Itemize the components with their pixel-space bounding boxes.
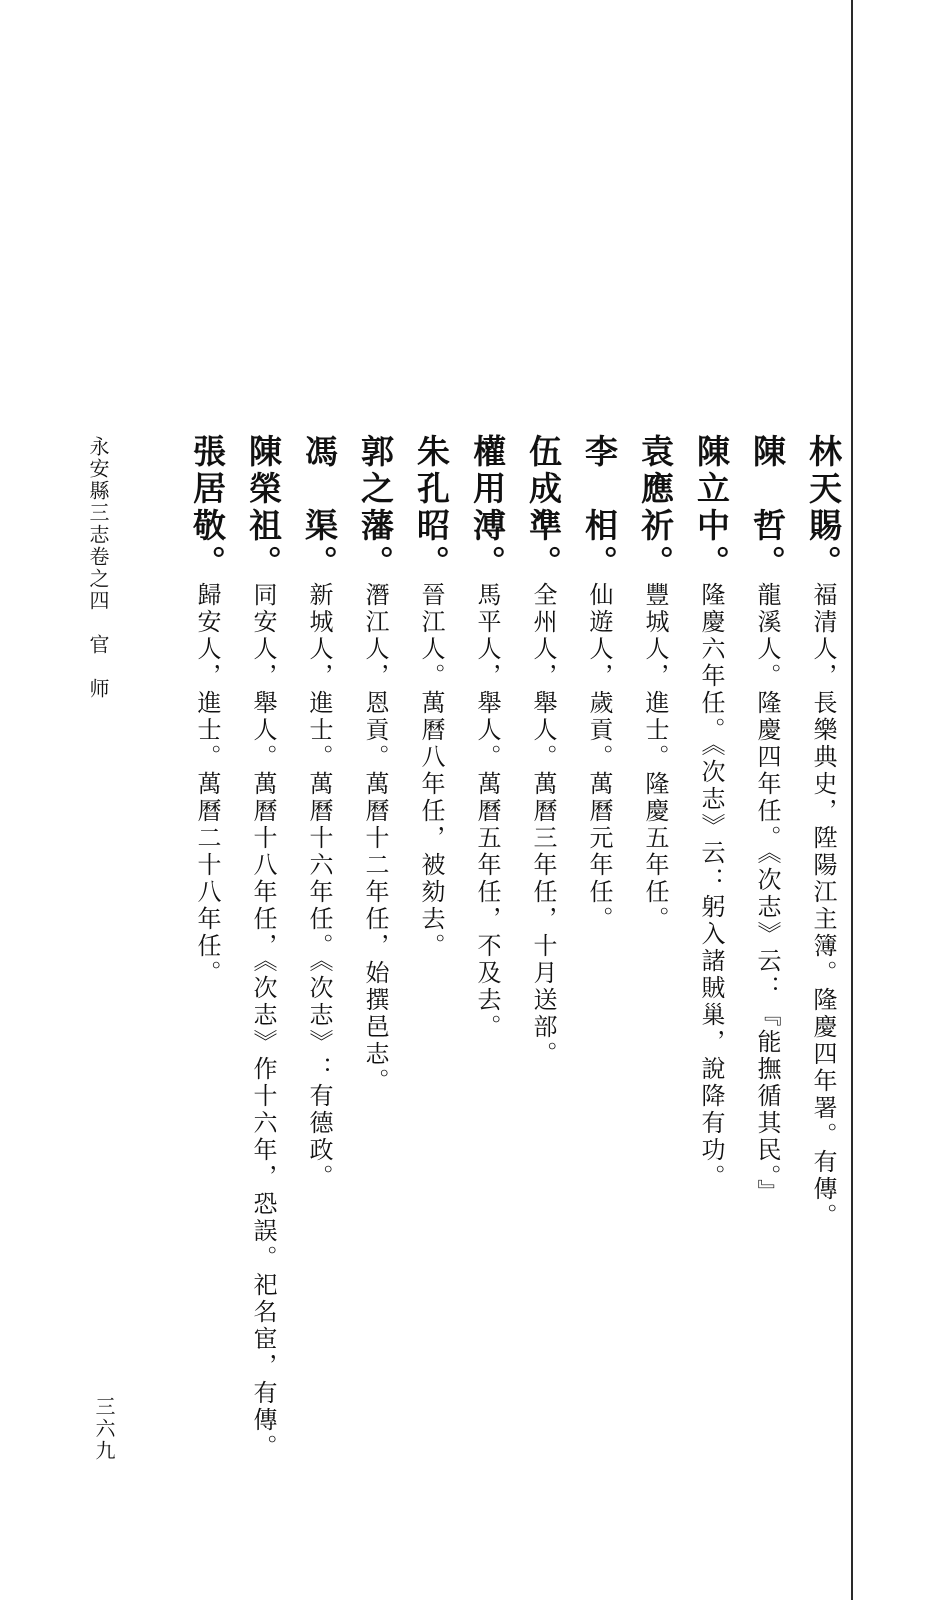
section-title: 官 师	[86, 634, 110, 700]
entry-name: 朱孔昭。	[412, 434, 451, 582]
entry-chen-zhe	[742, 434, 792, 1434]
entry-lin-tianci	[798, 434, 848, 1434]
entry-guo-zhifan	[350, 434, 400, 1434]
entry-detail: 豐城人，進士。隆慶五年任。	[641, 582, 669, 933]
entry-detail: 隆慶六年任。《次志》云：躬入諸賊巢，說降有功。	[697, 582, 725, 1191]
entry-name: 張居敬。	[188, 434, 227, 582]
official-list	[182, 434, 848, 1461]
entry-detail: 晉江人。萬曆八年任，被劾去。	[417, 582, 445, 960]
entry-detail: 全州人，舉人。萬曆三年任，十月送部。	[529, 582, 557, 1068]
entry-name: 陳 哲。	[748, 434, 787, 582]
page-number: 三六九	[92, 1396, 116, 1462]
entry-name: 陳榮祖。	[244, 434, 283, 582]
entry-detail: 龍溪人。隆慶四年任。《次志》云：『能撫循其民。』	[753, 582, 781, 1206]
entry-name: 馮 渠。	[300, 434, 339, 582]
entry-chen-rongzu	[238, 434, 288, 1461]
entry-detail: 馬平人，舉人。萬曆五年任，不及去。	[473, 582, 501, 1041]
entry-name: 林天賜。	[804, 434, 843, 582]
entry-detail: 仙遊人，歲貢。萬曆元年任。	[585, 582, 613, 933]
entry-zhu-kongzhao	[406, 434, 456, 1434]
entry-li-xiang	[574, 434, 624, 1434]
entry-name: 權用溥。	[468, 434, 507, 582]
running-header	[84, 436, 113, 700]
entry-name: 陳立中。	[692, 434, 731, 582]
entry-quan-yongpu	[462, 434, 512, 1434]
entry-detail: 同安人，舉人。萬曆十八年任，《次志》作十六年，恐誤。祀名宦，有傳。	[249, 582, 277, 1461]
entry-name: 李 相。	[580, 434, 619, 582]
book-title: 永安縣三志卷之四	[86, 436, 110, 612]
entry-zhang-jujing	[182, 434, 232, 1434]
entry-detail: 新城人，進士。萬曆十六年任。《次志》：有德政。	[305, 582, 333, 1191]
entry-name: 伍成準。	[524, 434, 563, 582]
entry-feng-qu	[294, 434, 344, 1434]
entry-yuan-yingqi	[630, 434, 680, 1434]
entry-wu-chengzhun	[518, 434, 568, 1434]
entry-detail: 潛江人，恩貢。萬曆十二年任，始撰邑志。	[361, 582, 389, 1095]
entry-chen-lizhong	[686, 434, 736, 1434]
entry-name: 袁應祈。	[636, 434, 675, 582]
entry-name: 郭之藩。	[356, 434, 395, 582]
entry-detail: 歸安人，進士。萬曆二十八年任。	[193, 582, 221, 987]
entry-detail: 福清人，長樂典史，陞陽江主簿。隆慶四年署。有傳。	[809, 582, 837, 1230]
page-edge-rule	[851, 0, 853, 1600]
